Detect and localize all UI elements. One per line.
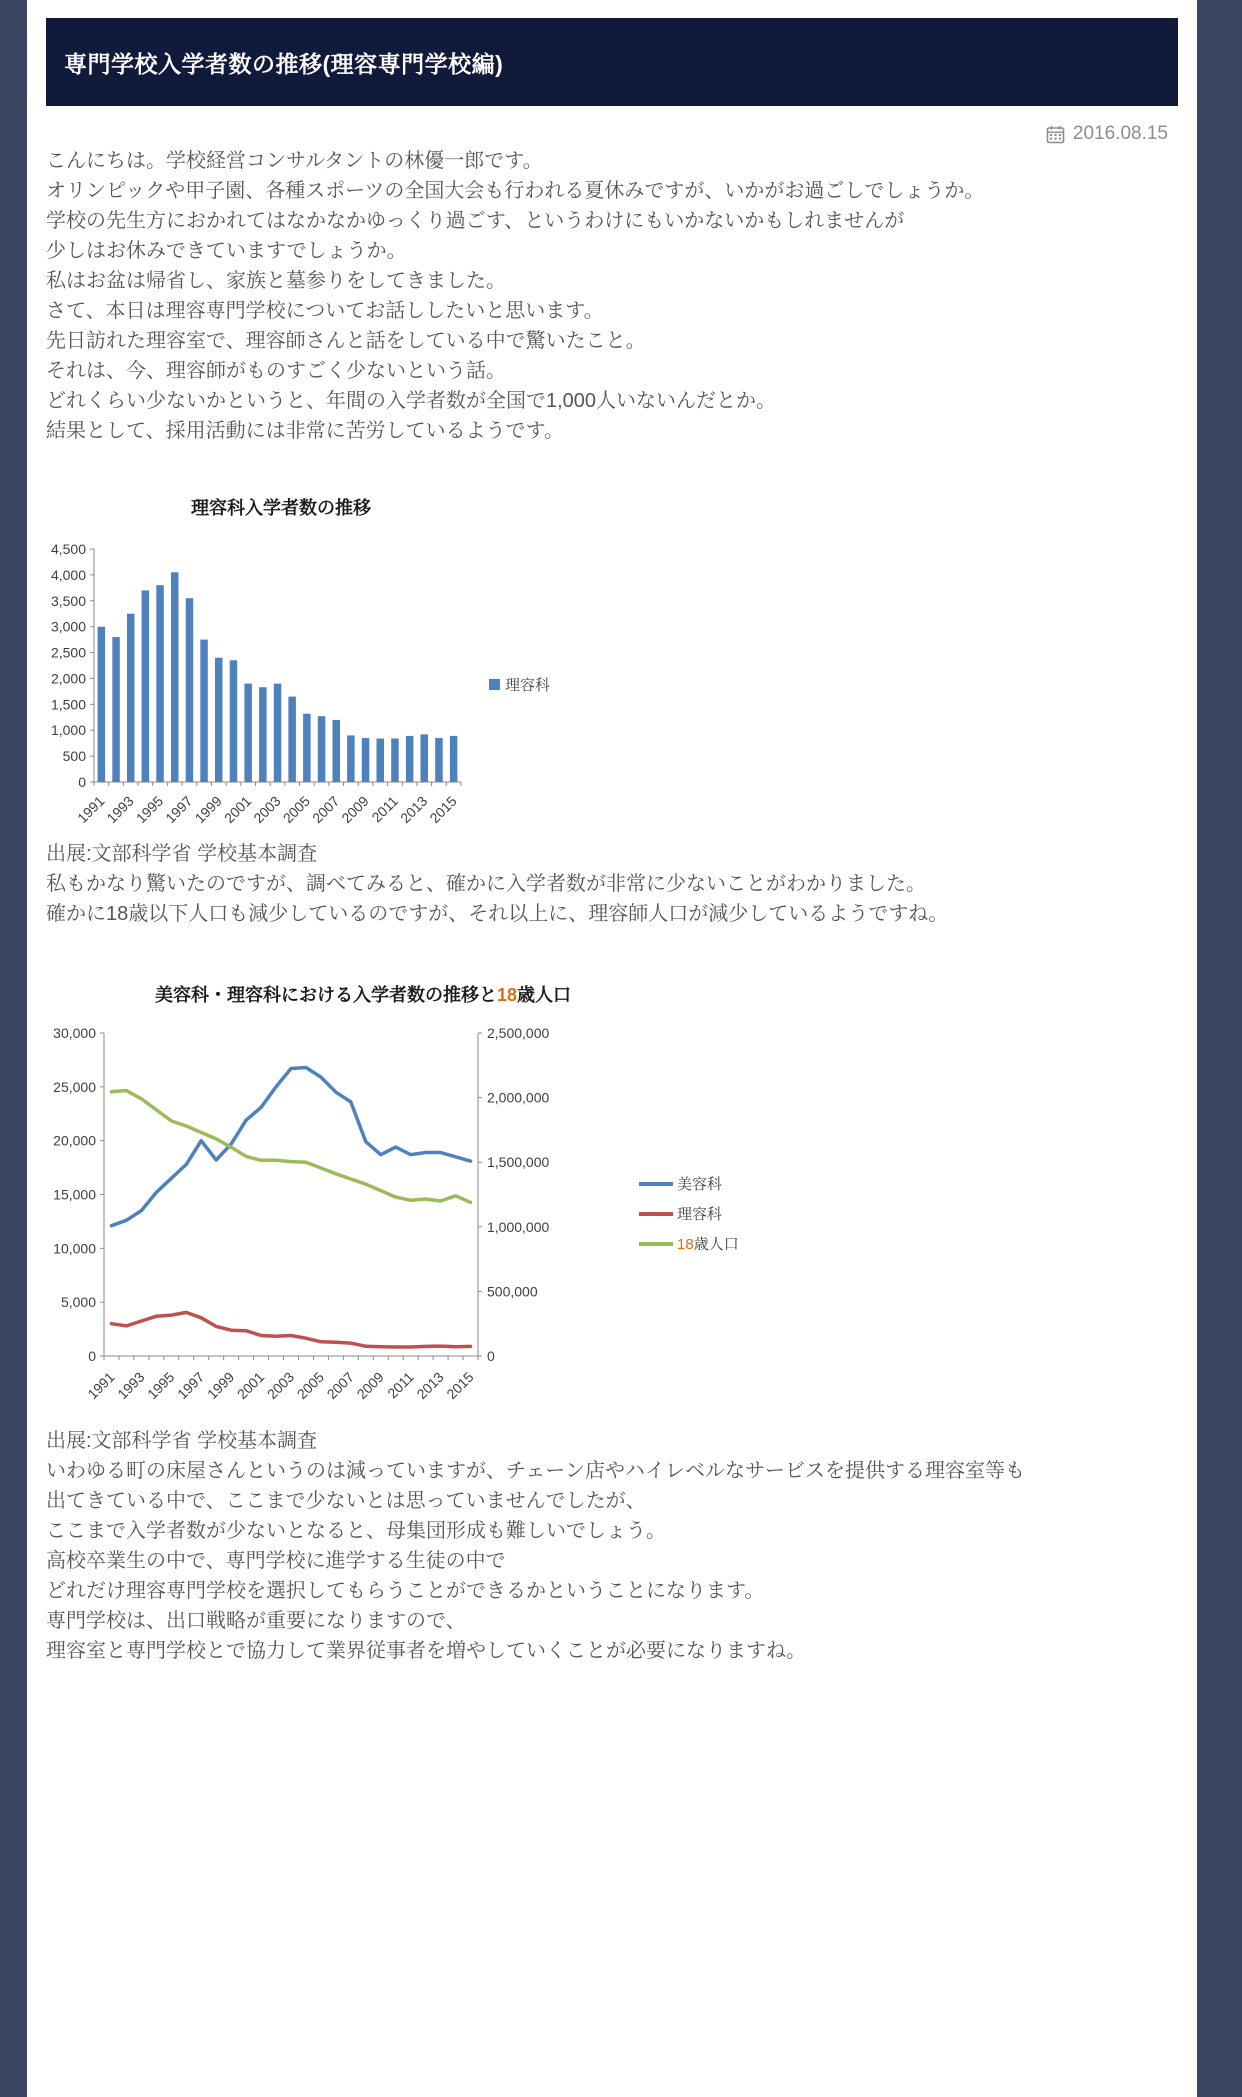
svg-text:1991: 1991 (84, 1368, 118, 1403)
line-chart (46, 981, 1178, 1426)
svg-text:25,000: 25,000 (53, 1078, 96, 1095)
chart-title: 理容科入学者数の推移 (191, 498, 371, 518)
svg-text:2013: 2013 (397, 792, 431, 827)
svg-text:2001: 2001 (220, 792, 255, 827)
svg-text:3,500: 3,500 (50, 592, 86, 609)
svg-text:1995: 1995 (132, 792, 167, 827)
svg-text:1993: 1993 (103, 792, 137, 827)
svg-text:30,000: 30,000 (53, 1025, 96, 1041)
paragraph-line: 先日訪れた理容室で、理容師さんと話をしている中で驚いたこと。 (46, 330, 646, 352)
source-note: 出展:文部科学省 学校基本調査 (46, 843, 318, 865)
svg-text:1999: 1999 (203, 1368, 238, 1403)
bar-chart (46, 494, 1178, 839)
svg-text:2015: 2015 (443, 1368, 477, 1403)
svg-text:理容科: 理容科 (505, 677, 551, 694)
svg-text:2,500: 2,500 (50, 644, 86, 661)
svg-text:15,000: 15,000 (53, 1186, 96, 1203)
svg-text:1997: 1997 (174, 1368, 208, 1403)
calendar-icon (1046, 125, 1065, 144)
svg-text:2,500,000: 2,500,000 (487, 1025, 550, 1041)
svg-text:1993: 1993 (114, 1368, 148, 1403)
svg-text:4,000: 4,000 (50, 566, 86, 583)
svg-text:1999: 1999 (191, 792, 225, 827)
post-title: 専門学校入学者数の推移(理容専門学校編) (64, 50, 504, 77)
svg-text:2011: 2011 (368, 792, 402, 826)
svg-text:3,000: 3,000 (50, 618, 86, 635)
paragraph-line: 理容室と専門学校とで協力して業界従事者を増やしていくことが必要になりますね。 (46, 1640, 806, 1662)
svg-text:0: 0 (88, 1348, 96, 1364)
bar-chart-plot (46, 539, 566, 839)
svg-text:2009: 2009 (353, 1368, 387, 1403)
article-body (46, 146, 1178, 1666)
paragraph-line: 出てきている中で、ここまで少ないとは思っていませんでしたが、 (46, 1490, 646, 1512)
paragraph-line: 私もかなり驚いたのですが、調べてみると、確かに入学者数が非常に少ないことがわかりました。 (46, 873, 926, 895)
svg-text:2003: 2003 (263, 1368, 298, 1403)
svg-text:1,500,000: 1,500,000 (487, 1154, 550, 1171)
paragraph-line: 専門学校は、出口戦略が重要になりますので、 (46, 1610, 466, 1632)
svg-text:1,000,000: 1,000,000 (487, 1218, 550, 1235)
post-header (46, 18, 1178, 106)
svg-text:1991: 1991 (74, 792, 108, 827)
svg-text:5,000: 5,000 (60, 1294, 96, 1311)
svg-text:1997: 1997 (162, 792, 196, 827)
svg-text:1,500: 1,500 (50, 696, 86, 713)
paragraph-line: 結果として、採用活動には非常に苦労しているようです。 (46, 420, 564, 442)
svg-text:18歳人口: 18歳人口 (677, 1236, 739, 1253)
svg-text:2003: 2003 (250, 792, 284, 827)
post-date: 2016.08.15 (1072, 123, 1168, 144)
paragraph-line: いわゆる町の床屋さんというのは減っていますが、チェーン店やハイレベルなサービスを提供する理容室等も (46, 1460, 1025, 1482)
paragraph-line: 少しはお休みできていますでしょうか。 (46, 240, 407, 262)
paragraph-line: こんにちは。学校経営コンサルタントの林優一郎です。 (46, 150, 543, 172)
svg-text:1995: 1995 (144, 1368, 178, 1403)
paragraph-line: どれくらい少ないかというと、年間の入学者数が全国で1,000人いないんだとか。 (46, 390, 777, 412)
line-chart-plot (46, 1011, 746, 1426)
paragraph-line: 学校の先生方におかれてはなかなかゆっくり過ごす、というわけにもいかないかもしれませんが (46, 210, 905, 232)
svg-text:2013: 2013 (413, 1368, 447, 1403)
content-card (27, 0, 1197, 2097)
source-note: 出展:文部科学省 学校基本調査 (46, 1430, 318, 1452)
svg-text:0: 0 (487, 1348, 495, 1364)
svg-text:2011: 2011 (384, 1368, 417, 1402)
svg-text:理容科: 理容科 (677, 1206, 723, 1223)
svg-text:500: 500 (62, 748, 86, 765)
svg-text:美容科: 美容科 (677, 1176, 723, 1193)
paragraph-line: 確かに18歳以下人口も減少しているのですが、それ以上に、理容師人口が減少しているようですね。 (46, 903, 949, 925)
svg-text:2009: 2009 (338, 792, 372, 827)
paragraph-line: ここまで入学者数が少ないとなると、母集団形成も難しいでしょう。 (46, 1520, 666, 1542)
svg-text:2007: 2007 (323, 1368, 357, 1403)
paragraph-line: それは、今、理容師がものすごく少ないという話。 (46, 360, 506, 382)
svg-text:500,000: 500,000 (487, 1283, 538, 1300)
post-date-row (46, 122, 1178, 146)
paragraph-line: 私はお盆は帰省し、家族と墓参りをしてきました。 (46, 270, 506, 292)
svg-text:2005: 2005 (279, 792, 313, 827)
svg-text:20,000: 20,000 (53, 1132, 96, 1149)
svg-text:10,000: 10,000 (53, 1240, 96, 1257)
paragraph-line: さて、本日は理容専門学校についてお話ししたいと思います。 (46, 300, 604, 322)
svg-text:2001: 2001 (233, 1368, 268, 1403)
svg-text:4,500: 4,500 (50, 541, 86, 557)
chart-title: 美容科・理容科における入学者数の推移と18歳人口 (154, 985, 572, 1005)
paragraph-line: どれだけ理容専門学校を選択してもらうことができるかということになります。 (46, 1580, 765, 1602)
svg-text:1,000: 1,000 (50, 722, 86, 739)
svg-text:2007: 2007 (308, 792, 343, 827)
paragraph-line: オリンピックや甲子園、各種スポーツの全国大会も行われる夏休みですが、いかがお過ごしでしょうか。 (46, 180, 985, 202)
svg-text:0: 0 (78, 774, 86, 790)
svg-text:2005: 2005 (293, 1368, 328, 1403)
svg-text:2015: 2015 (426, 792, 460, 827)
svg-text:2,000: 2,000 (50, 670, 86, 687)
svg-text:2,000,000: 2,000,000 (487, 1089, 550, 1106)
paragraph-line: 高校卒業生の中で、専門学校に進学する生徒の中で (46, 1550, 506, 1572)
